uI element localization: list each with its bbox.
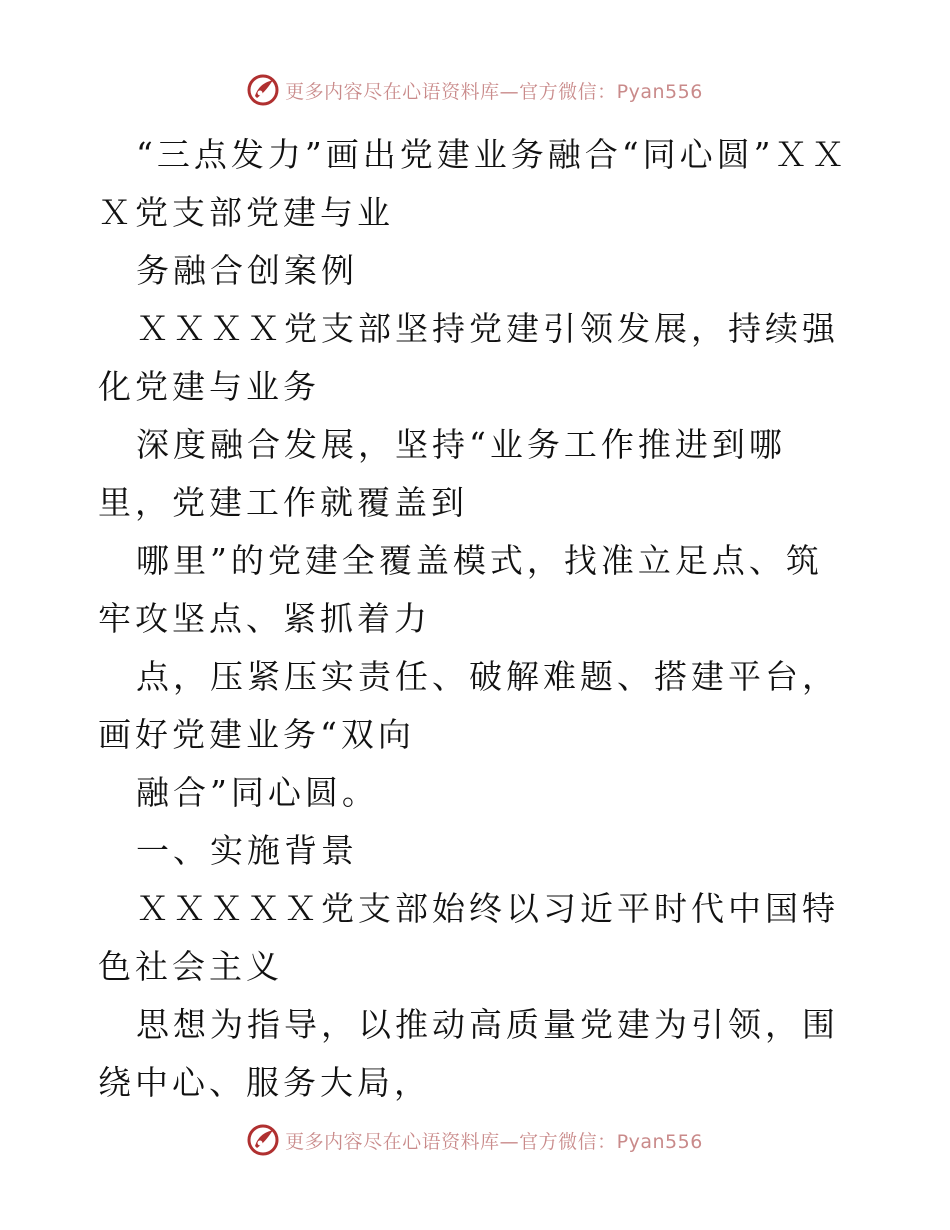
body-paragraph: 深度融合发展，坚持“业务工作推进到哪里，党建工作就覆盖到 (98, 425, 786, 522)
body-paragraph: 点，压紧压实责任、破解难题、搭建平台，画好党建业务“双向 (98, 657, 839, 754)
watermark-text: 更多内容尽在心语资料库—官方微信：Pyan556 (285, 80, 703, 103)
brand-logo-icon (247, 1124, 279, 1156)
title-paragraph: “三点发力”画出党建业务融合“同心圆”ＸＸＸ党支部党建与业 (98, 135, 849, 232)
body-paragraph: 思想为指导，以推动高质量党建为引领，围绕中心、服务大局， (98, 1005, 839, 1102)
section-heading: 一、实施背景 (136, 831, 358, 870)
body-paragraph: ＸＸＸＸ党支部坚持党建引领发展，持续强化党建与业务 (98, 309, 839, 406)
body-paragraph: 融合”同心圆。 (136, 773, 379, 812)
watermark-text: 更多内容尽在心语资料库—官方微信：Pyan556 (285, 1130, 703, 1153)
body-paragraph: 务融合创案例 (136, 251, 358, 290)
body-paragraph: ＸＸＸＸＸ党支部始终以习近平时代中国特色社会主义 (98, 889, 839, 986)
document-body (98, 126, 858, 1112)
brand-logo-icon (247, 74, 279, 106)
header-watermark (0, 74, 950, 106)
footer-watermark (0, 1124, 950, 1156)
body-paragraph: 哪里”的党建全覆盖模式，找准立足点、筑牢攻坚点、紧抓着力 (98, 541, 823, 638)
